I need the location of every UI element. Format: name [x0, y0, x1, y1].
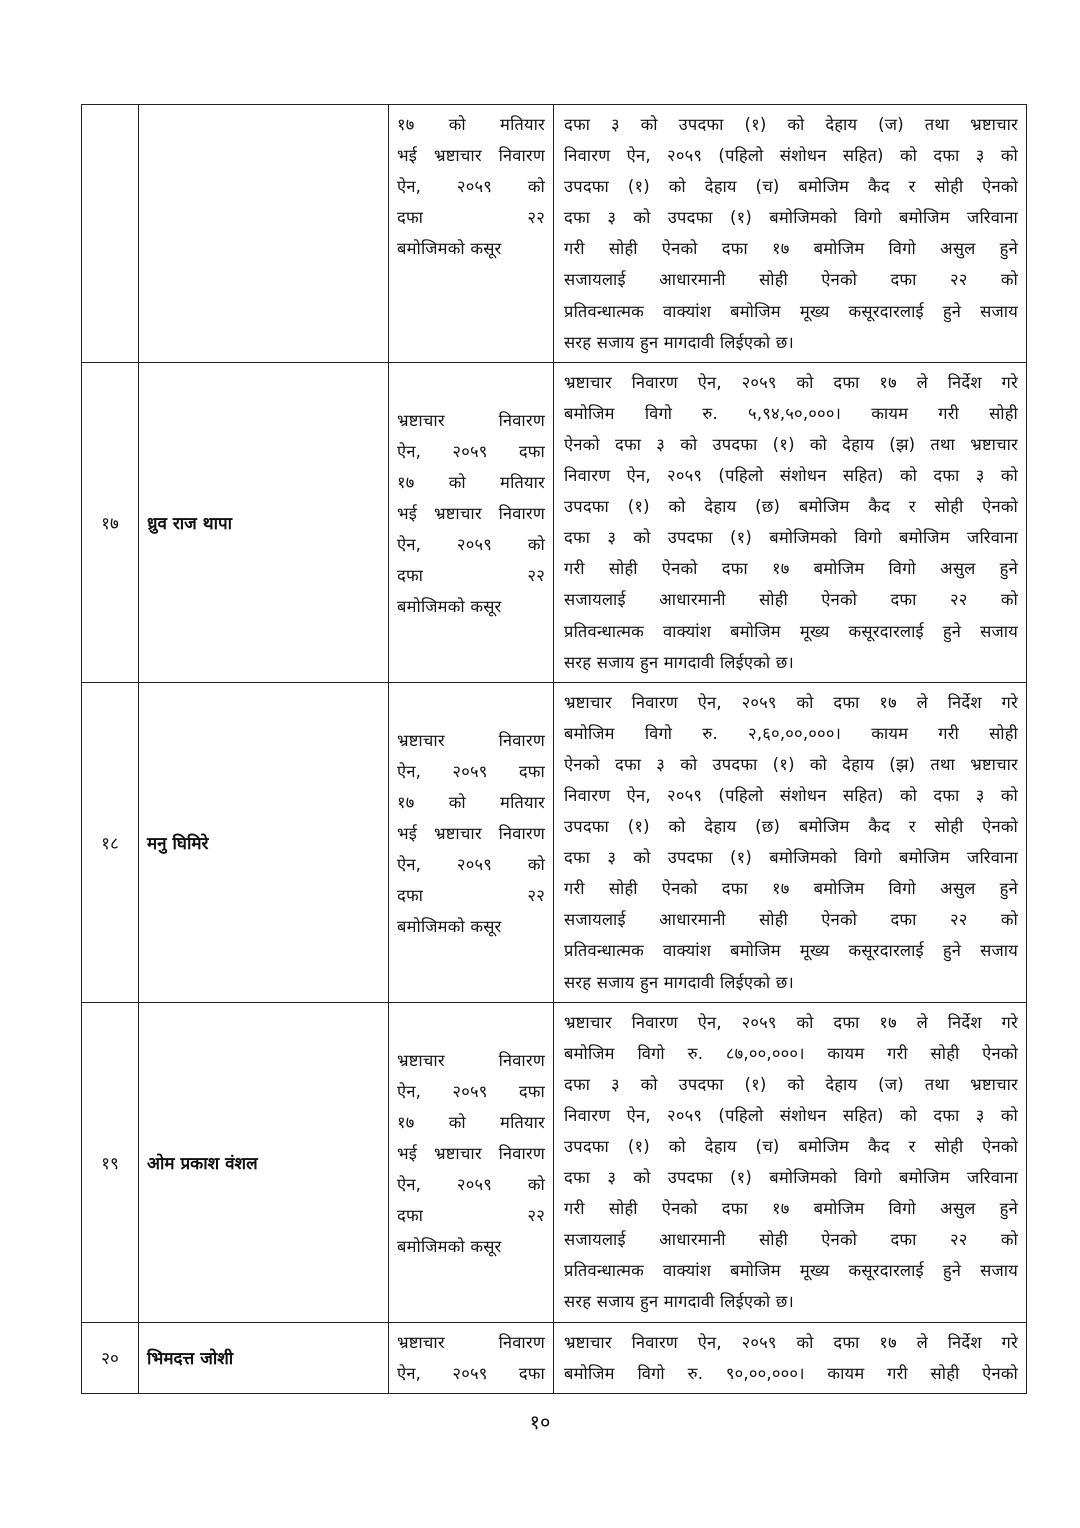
charge-line: १७ को मतियार	[397, 1112, 545, 1132]
charge-line: भ्रष्टाचार निवारण	[397, 1050, 545, 1070]
page-number: १०	[529, 1410, 551, 1434]
claim-line: निवारण ऐन, २०५९ (पहिलो संशोधन सहित) को दफा ३ को	[564, 146, 1018, 166]
serial-number: १७	[82, 362, 139, 682]
claim-line: दफा ३ को उपदफा (१) को देहाय (ज) तथा भ्रष्टाचार	[564, 1074, 1018, 1094]
charge-cell	[389, 1322, 554, 1393]
charge-line: ऐन, २०५९ को	[397, 1175, 545, 1194]
table-row	[82, 1322, 1027, 1393]
table-row	[82, 1002, 1027, 1322]
claim-line: दफा ३ को उपदफा (१) बमोजिमको विगो बमोजिम जरिवाना	[564, 1168, 1018, 1188]
charge-line: भई भ्रष्टाचार निवारण	[397, 504, 545, 524]
charge-line: ऐन, २०५९ दफा	[397, 441, 545, 461]
charge-line: १७ को मतियार	[397, 115, 545, 134]
serial-number	[82, 105, 139, 363]
claim-line: ऐनको दफा ३ को उपदफा (१) को देहाय (झ) तथा भ्रष्टाचार	[564, 434, 1018, 454]
claim-cell	[554, 362, 1027, 682]
claim-line: बमोजिम विगो रु. ८७,००,०००। कायम गरी सोही ऐनको	[564, 1043, 1018, 1063]
claim-line: निवारण ऐन, २०५९ (पहिलो संशोधन सहित) को दफा ३ को	[564, 466, 1018, 486]
charge-line: बमोजिमको कसूर	[397, 1237, 502, 1257]
charge-line: भ्रष्टाचार निवारण	[397, 730, 545, 750]
claim-line: उपदफा (१) को देहाय (च) बमोजिम कैद र सोही ऐनको	[564, 177, 1018, 197]
defendant-name	[139, 105, 389, 363]
claim-line: भ्रष्टाचार निवारण ऐन, २०५९ को दफा १७ ले निर्देश गरे	[564, 372, 1018, 392]
claim-line: गरी सोही ऐनको दफा १७ बमोजिम विगो असुल हुने	[564, 559, 1018, 579]
claim-line: बमोजिम विगो रु. ९०,००,०००। कायम गरी सोही ऐनको	[564, 1363, 1018, 1383]
table-row	[82, 105, 1027, 363]
charge-line: बमोजिमको कसूर	[397, 917, 502, 937]
charge-line: दफा २२	[397, 1206, 545, 1226]
charge-line: भई भ्रष्टाचार निवारण	[397, 146, 545, 166]
claim-line: निवारण ऐन, २०५९ (पहिलो संशोधन सहित) को दफा ३ को	[564, 1105, 1018, 1125]
claim-line: सजायलाई आधारमानी सोही ऐनको दफा २२ को	[564, 270, 1018, 290]
claim-line: भ्रष्टाचार निवारण ऐन, २०५९ को दफा १७ ले निर्देश गरे	[564, 692, 1018, 712]
charge-cell	[389, 362, 554, 682]
claim-line: बमोजिम विगो रु. ५,९४,५०,०००। कायम गरी सोही	[564, 403, 1018, 423]
claim-line: बमोजिम विगो रु. २,६०,००,०००। कायम गरी सोही	[564, 723, 1018, 743]
claim-cell	[554, 1002, 1027, 1322]
claim-line: गरी सोही ऐनको दफा १७ बमोजिम विगो असुल हुने	[564, 239, 1018, 259]
table-row	[82, 362, 1027, 682]
claim-line: प्रतिवन्धात्मक वाक्यांश बमोजिम मूख्य कसूरदारलाई हुने सजाय	[564, 1261, 1018, 1281]
claim-line: सरह सजाय हुन मागदावी लिईएको छ।	[564, 1292, 795, 1312]
charge-line: भ्रष्टाचार निवारण	[397, 1332, 545, 1352]
claim-line: दफा ३ को उपदफा (१) बमोजिमको विगो बमोजिम जरिवाना	[564, 528, 1018, 548]
serial-number: १९	[82, 1002, 139, 1322]
claim-line: सजायलाई आधारमानी सोही ऐनको दफा २२ को	[564, 590, 1018, 610]
charge-line: दफा २२	[397, 566, 545, 586]
defendant-name: ध्रुव राज थापा	[139, 362, 389, 682]
charge-line: भई भ्रष्टाचार निवारण	[397, 1143, 545, 1163]
charge-line: बमोजिमको कसूर	[397, 597, 502, 617]
defendant-name: मनु घिमिरे	[139, 682, 389, 1002]
claim-line: प्रतिवन्धात्मक वाक्यांश बमोजिम मूख्य कसूरदारलाई हुने सजाय	[564, 621, 1018, 641]
claim-line: गरी सोही ऐनको दफा १७ बमोजिम विगो असुल हुने	[564, 879, 1018, 899]
claim-line: प्रतिवन्धात्मक वाक्यांश बमोजिम मूख्य कसूरदारलाई हुने सजाय	[564, 301, 1018, 321]
charge-line: १७ को मतियार	[397, 792, 545, 812]
charge-line: दफा २२	[397, 208, 545, 228]
claim-line: निवारण ऐन, २०५९ (पहिलो संशोधन सहित) को दफा ३ को	[564, 785, 1018, 805]
charge-cell	[389, 105, 554, 363]
charge-line: दफा २२	[397, 886, 545, 906]
claim-line: ऐनको दफा ३ को उपदफा (१) को देहाय (झ) तथा भ्रष्टाचार	[564, 754, 1018, 774]
charge-line: ऐन, २०५९ दफा	[397, 1081, 545, 1101]
serial-number: १८	[82, 682, 139, 1002]
claim-line: दफा ३ को उपदफा (१) को देहाय (ज) तथा भ्रष्टाचार	[564, 115, 1018, 134]
charge-line: ऐन, २०५९ दफा	[397, 761, 545, 781]
table-row	[82, 682, 1027, 1002]
charge-line: भई भ्रष्टाचार निवारण	[397, 823, 545, 843]
serial-number: २०	[82, 1322, 139, 1393]
charge-line: ऐन, २०५९ को	[397, 535, 545, 555]
charge-line: भ्रष्टाचार निवारण	[397, 410, 545, 430]
claim-line: उपदफा (१) को देहाय (छ) बमोजिम कैद र सोही ऐनको	[564, 817, 1018, 837]
defendant-name: भिमदत्त जोशी	[139, 1322, 389, 1393]
claim-line: सजायलाई आधारमानी सोही ऐनको दफा २२ को	[564, 910, 1018, 930]
charge-line: ऐन, २०५९ दफा	[397, 1363, 545, 1383]
claim-line: उपदफा (१) को देहाय (च) बमोजिम कैद र सोही ऐनको	[564, 1137, 1018, 1156]
claim-line: भ्रष्टाचार निवारण ऐन, २०५९ को दफा १७ ले निर्देश गरे	[564, 1012, 1018, 1032]
claim-cell	[554, 1322, 1027, 1393]
claim-line: दफा ३ को उपदफा (१) बमोजिमको विगो बमोजिम जरिवाना	[564, 848, 1018, 868]
claim-line: दफा ३ को उपदफा (१) बमोजिमको विगो बमोजिम जरिवाना	[564, 208, 1018, 228]
claim-line: सरह सजाय हुन मागदावी लिईएको छ।	[564, 652, 795, 672]
charge-line: ऐन, २०५९ को	[397, 177, 545, 197]
claim-line: सरह सजाय हुन मागदावी लिईएको छ।	[564, 332, 795, 352]
case-table	[81, 104, 1027, 1394]
case-table-body	[82, 105, 1027, 1394]
claim-line: भ्रष्टाचार निवारण ऐन, २०५९ को दफा १७ ले निर्देश गरे	[564, 1332, 1018, 1352]
claim-line: सरह सजाय हुन मागदावी लिईएको छ।	[564, 972, 795, 992]
charge-cell	[389, 682, 554, 1002]
charge-cell	[389, 1002, 554, 1322]
charge-line: ऐन, २०५९ को	[397, 855, 545, 875]
claim-line: गरी सोही ऐनको दफा १७ बमोजिम विगो असुल हुने	[564, 1199, 1018, 1219]
claim-line: प्रतिवन्धात्मक वाक्यांश बमोजिम मूख्य कसूरदारलाई हुने सजाय	[564, 941, 1018, 961]
claim-cell	[554, 682, 1027, 1002]
charge-line: १७ को मतियार	[397, 472, 545, 492]
claim-cell	[554, 105, 1027, 363]
defendant-name: ओम प्रकाश वंशल	[139, 1002, 389, 1322]
claim-line: सजायलाई आधारमानी सोही ऐनको दफा २२ को	[564, 1230, 1018, 1250]
claim-line: उपदफा (१) को देहाय (छ) बमोजिम कैद र सोही ऐनको	[564, 497, 1018, 517]
charge-line: बमोजिमको कसूर	[397, 239, 502, 259]
